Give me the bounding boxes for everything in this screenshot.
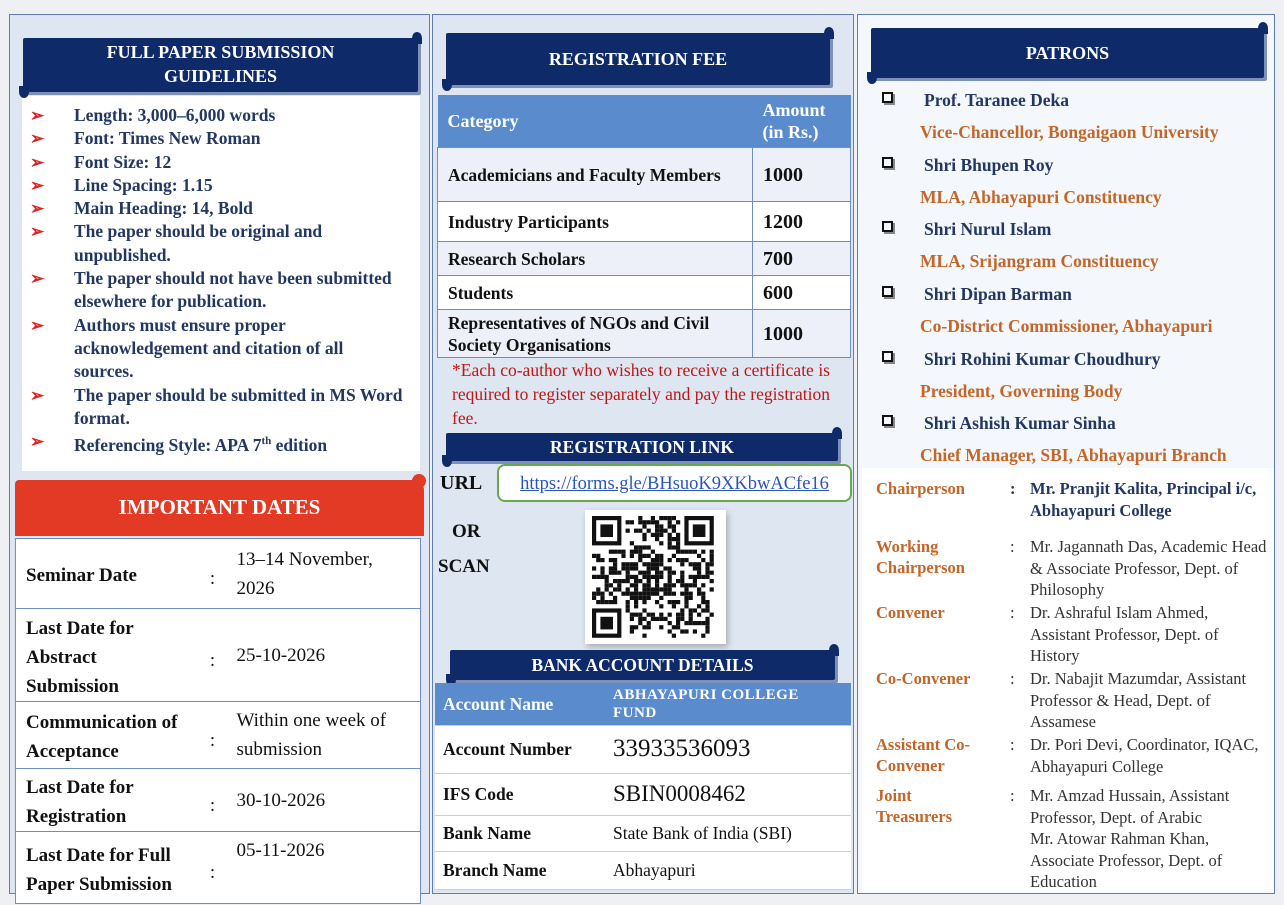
bank-details-table	[435, 683, 851, 890]
checkbox-bullet-icon	[882, 157, 893, 168]
list-item: Shri Nurul Islam MLA, Srijangram Constituency	[868, 213, 1273, 278]
patrons-list	[868, 84, 1273, 472]
list-item: ➢ Length: 3,000–6,000 words	[28, 104, 403, 127]
table-row: IFS Code SBIN0008462	[435, 773, 851, 815]
list-item: ➢ Font Size: 12	[28, 151, 403, 174]
committee-row: Working Chairperson : Mr. Jagannath Das, Academic Head & Associate Professor, Dept. of Philosophy	[876, 537, 1267, 599]
arrow-bullet-icon: ➢	[30, 152, 45, 172]
scan-label: SCAN	[438, 556, 490, 577]
table-row: Research Scholars 700	[438, 242, 851, 276]
arrow-bullet-icon: ➢	[30, 315, 45, 335]
arrow-bullet-icon: ➢	[30, 199, 45, 219]
table-row: Representatives of NGOs and Civil Society Organisations 1000	[438, 310, 851, 358]
committee-row: Mr. Atowar Rahman Khan, Associate Professor, Dept. of Education	[1030, 829, 1223, 891]
table-row: Students 600	[438, 276, 851, 310]
arrow-bullet-icon: ➢	[30, 129, 45, 149]
qr-code-icon[interactable]	[585, 510, 726, 644]
list-item: Shri Dipan Barman Co-District Commissioner, Abhayapuri	[868, 278, 1273, 343]
checkbox-bullet-icon	[882, 351, 893, 362]
checkbox-bullet-icon	[882, 415, 893, 426]
bank-details-title: BANK ACCOUNT DETAILS	[450, 650, 835, 680]
committee-row: Convener : Dr. Ashraful Islam Ahmed, Assistant Professor, Dept. of History	[876, 603, 1219, 665]
table-row: Bank Name State Bank of India (SBI)	[435, 815, 851, 851]
list-item: Shri Rohini Kumar Choudhury President, Governing Body	[868, 343, 1273, 408]
guidelines-title: FULL PAPER SUBMISSION GUIDELINES	[23, 38, 418, 92]
patrons-title: PATRONS	[871, 28, 1264, 78]
url-label: URL	[440, 472, 483, 494]
list-item: Prof. Taranee Deka Vice-Chancellor, Bongaigaon University	[868, 84, 1273, 149]
registration-url-link[interactable]: https://forms.gle/BHsuoK9XKbwACfe16	[520, 474, 829, 494]
table-row: Industry Participants 1200	[438, 202, 851, 242]
arrow-bullet-icon: ➢	[30, 106, 45, 125]
registration-fee-title: REGISTRATION FEE	[446, 33, 830, 85]
arrow-bullet-icon: ➢	[30, 432, 45, 452]
list-item: ➢ Main Heading: 14, Bold	[28, 197, 403, 220]
checkbox-bullet-icon	[882, 221, 893, 232]
important-dates-title: IMPORTANT DATES	[15, 480, 424, 536]
committee-row: Chairperson : Mr. Pranjit Kalita, Principal i/c, Abhayapuri College	[876, 479, 1257, 520]
table-row: Last Date for Full Paper Submission : 05-11-2026	[16, 832, 421, 904]
registration-link-title: REGISTRATION LINK	[446, 433, 838, 461]
registration-url-box	[497, 464, 852, 502]
guidelines-list	[28, 104, 403, 457]
checkbox-bullet-icon	[882, 286, 893, 297]
table-row: Branch Name Abhayapuri	[435, 851, 851, 889]
arrow-bullet-icon: ➢	[30, 175, 45, 195]
list-item: ➢ Authors must ensure proper acknowledgement and citation of all sources.	[30, 314, 344, 382]
list-item: ➢ Line Spacing: 1.15	[28, 174, 403, 197]
arrow-bullet-icon: ➢	[30, 222, 45, 242]
list-item: ➢ Referencing Style: APA 7th edition	[30, 432, 328, 455]
table-row: Account Number 33933536093	[435, 725, 851, 773]
committee-row: Assistant Co-Convener : Dr. Pori Devi, Coordinator, IQAC, Abhayapuri College	[876, 735, 1259, 776]
arrow-bullet-icon: ➢	[30, 269, 45, 289]
committee-list	[862, 470, 1274, 891]
table-row: Last Date for Abstract Submission : 25-10-2026	[16, 609, 421, 702]
or-label: OR	[452, 521, 481, 542]
checkbox-bullet-icon	[882, 92, 893, 103]
list-item: Shri Ashish Kumar Sinha Chief Manager, SBI, Abhayapuri Branch	[868, 407, 1273, 472]
list-item: ➢ The paper should be submitted in MS Word format.	[30, 384, 403, 428]
registration-fee-table	[437, 95, 851, 358]
committee-row: Joint Treasurers : Mr. Amzad Hussain, Assistant Professor, Dept. of Arabic	[876, 786, 1230, 827]
committee-row: Co-Convener : Dr. Nabajit Mazumdar, Assistant Professor & Head, Dept. of Assamese	[876, 669, 1247, 731]
list-item: ➢ The paper should be original and unpublished.	[30, 221, 323, 265]
list-item: ➢ Font: Times New Roman	[28, 127, 403, 150]
important-dates-table	[15, 538, 421, 904]
table-row: Communication of Acceptance : Within one week of submission	[16, 702, 421, 769]
list-item: ➢ The paper should not have been submitted elsewhere for publication.	[30, 268, 392, 312]
arrow-bullet-icon: ➢	[30, 385, 45, 405]
list-item: Shri Bhupen Roy MLA, Abhayapuri Constituency	[868, 149, 1273, 214]
table-row: Seminar Date : 13–14 November, 2026	[16, 539, 421, 609]
table-row: Academicians and Faculty Members 1000	[438, 148, 851, 202]
table-header-row: Category Amount (in Rs.)	[438, 95, 851, 148]
coauthor-note: *Each co-author who wishes to receive a certificate is required to register separately and pay the registration fee.	[452, 360, 830, 428]
table-row: Account Name ABHAYAPURI COLLEGE FUND	[435, 683, 851, 725]
qr-code-graphic	[585, 510, 726, 644]
table-row: Last Date for Registration : 30-10-2026	[16, 769, 421, 832]
